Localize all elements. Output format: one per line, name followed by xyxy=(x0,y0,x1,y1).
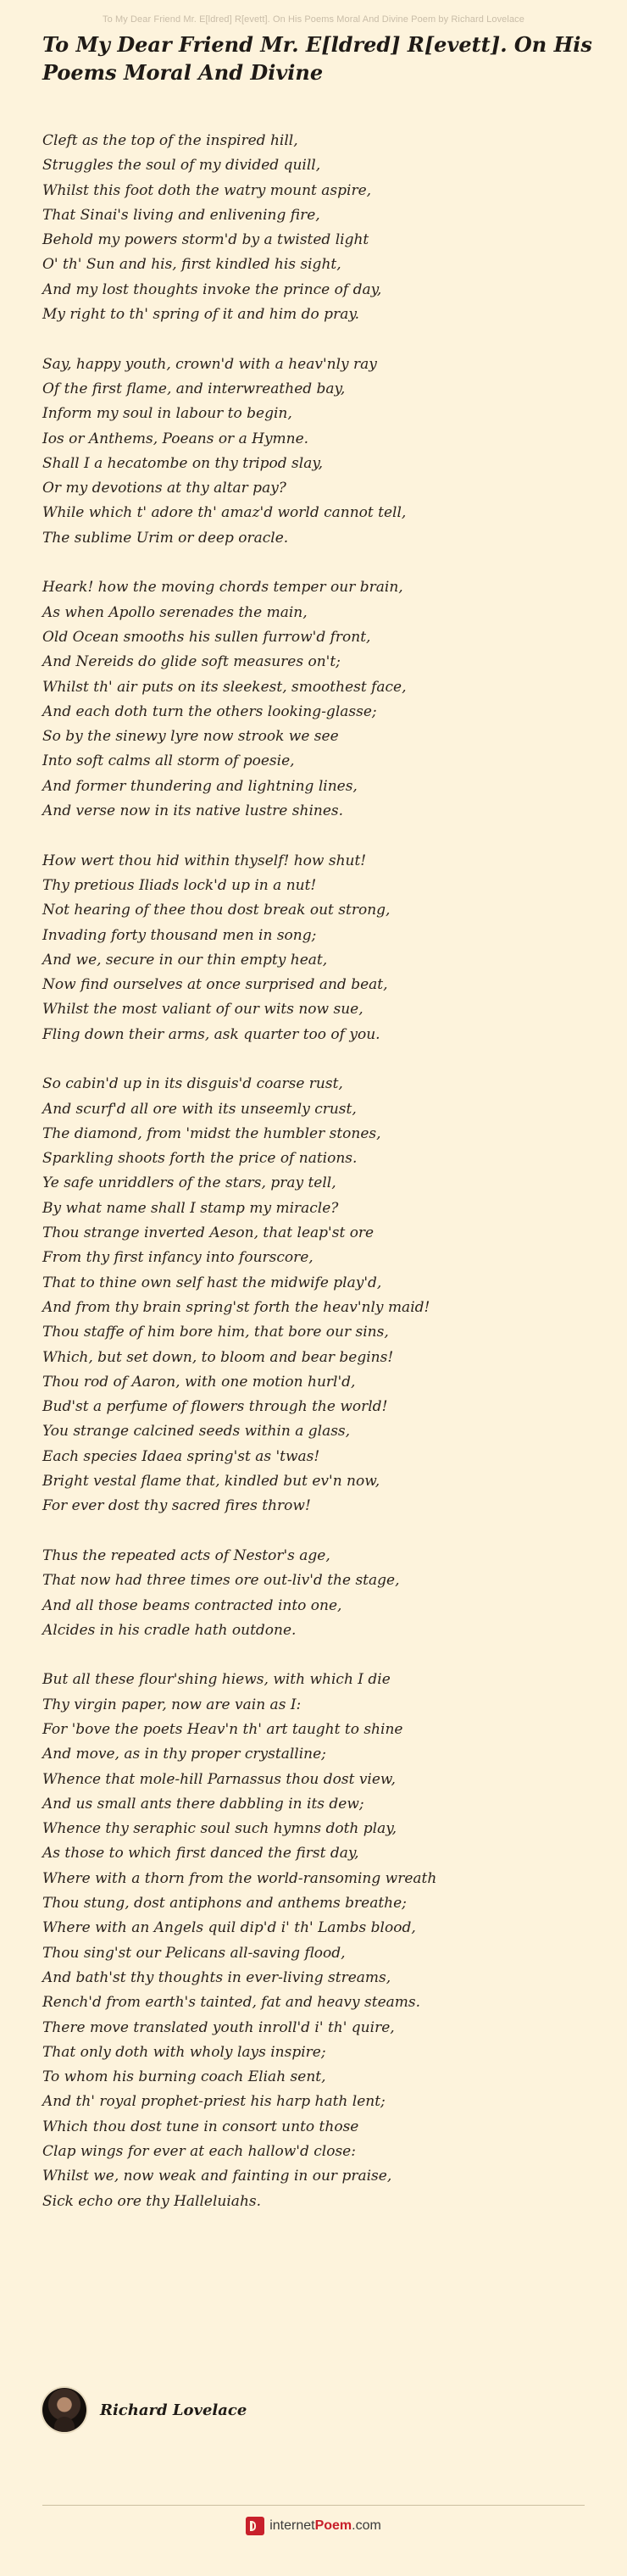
poem-line: Which thou dost tune in consort unto those xyxy=(42,2118,359,2135)
poem-line: And former thundering and lightning lines, xyxy=(42,777,358,795)
poem-stanza xyxy=(42,575,602,824)
poem-line: The sublime Urim or deep oracle. xyxy=(42,529,289,547)
poem-line: And from thy brain spring'st forth the heav'nly maid! xyxy=(42,1298,430,1316)
poem-stanza xyxy=(42,1544,602,1643)
poem-line: Whilst th' air puts on its sleekest, smoothest face, xyxy=(42,678,407,696)
poem-line: By what name shall I stamp my miracle? xyxy=(42,1199,339,1217)
poem-line: Which, but set down, to bloom and bear begins! xyxy=(42,1348,394,1366)
poem-line: But all these flour'shing hiews, with which I die xyxy=(42,1671,391,1689)
poem-line: Where with an Angels quil dip'd i' th' Lambs blood, xyxy=(42,1919,416,1937)
poem-line: Invading forty thousand men in song; xyxy=(42,926,317,944)
poem-line: Say, happy youth, crown'd with a heav'nly ray xyxy=(42,355,377,373)
author-avatar[interactable] xyxy=(42,2388,86,2432)
poem-line: There move translated youth inroll'd i' th' quire, xyxy=(42,2018,395,2036)
poem-line: And move, as in thy proper crystalline; xyxy=(42,1746,326,1763)
poem-line: And us small ants there dabbling in its dew; xyxy=(42,1795,364,1813)
poem-line: Into soft calms all storm of poesie, xyxy=(42,752,295,770)
poem-line: From thy first infancy into fourscore, xyxy=(42,1249,314,1267)
poem-line: Sick echo ore thy Halleluiahs. xyxy=(42,2192,262,2210)
poem-stanza xyxy=(42,1072,602,1518)
poem-line: And bath'st thy thoughts in ever-living streams, xyxy=(42,1968,391,1986)
poem-line: Not hearing of thee thou dost break out strong, xyxy=(42,902,391,919)
poem-line: That Sinai's living and enlivening fire, xyxy=(42,206,320,224)
brand-suffix: .com xyxy=(352,2518,381,2533)
poem-line: And th' royal prophet-priest his harp hath lent; xyxy=(42,2093,386,2111)
poem-line: Each species Idaea spring'st as 'twas! xyxy=(42,1447,320,1465)
poem-line: Now find ourselves at once surprised and beat, xyxy=(42,976,388,994)
poem-line: Thou stung, dost antiphons and anthems breathe; xyxy=(42,1895,407,1913)
poem-line: Struggles the soul of my divided quill, xyxy=(42,157,321,175)
poem-line: As those to which first danced the first day, xyxy=(42,1845,359,1863)
footer-divider xyxy=(42,2505,585,2506)
poem-line: To whom his burning coach Eliah sent, xyxy=(42,2068,326,2086)
poem-line: Or my devotions at thy altar pay? xyxy=(42,480,286,497)
brand-prefix: internet xyxy=(269,2518,315,2533)
poem-line: Ye safe unriddlers of the stars, pray tell, xyxy=(42,1174,336,1192)
poem-line: Whilst we, now weak and fainting in our praise, xyxy=(42,2168,392,2185)
poem-line: Whence thy seraphic soul such hymns doth play, xyxy=(42,1820,397,1838)
poem-line: That only doth with wholy lays inspire; xyxy=(42,2043,326,2061)
poem-line: So cabin'd up in its disguis'd coarse rust, xyxy=(42,1075,343,1093)
poem-line: Heark! how the moving chords temper our brain, xyxy=(42,579,403,597)
poem-line: Whilst this foot doth the watry mount aspire, xyxy=(42,181,372,199)
poem-line: And my lost thoughts invoke the prince of day, xyxy=(42,280,382,298)
poem-line: Whence that mole-hill Parnassus thou dost view, xyxy=(42,1770,396,1788)
poem-line: Inform my soul in labour to begin, xyxy=(42,405,292,423)
author-block[interactable] xyxy=(42,2386,247,2434)
poem-line: For ever dost thy sacred fires throw! xyxy=(42,1497,311,1515)
poem-line: That now had three times ore out-liv'd the stage, xyxy=(42,1572,400,1590)
poem-line: And Nereids do glide soft measures on't; xyxy=(42,653,341,671)
poem-line: And we, secure in our thin empty heat, xyxy=(42,951,328,969)
poem-line: Bud'st a perfume of flowers through the world! xyxy=(42,1398,388,1416)
poem-line: Old Ocean smooths his sullen furrow'd front, xyxy=(42,628,371,646)
brand-logo[interactable] xyxy=(246,2517,381,2535)
internetpoem-logo-icon xyxy=(246,2517,264,2535)
poem-line: Thy pretious Iliads lock'd up in a nut! xyxy=(42,876,317,894)
author-name[interactable]: Richard Lovelace xyxy=(100,2401,247,2419)
poem-line: And scurf'd all ore with its unseemly crust, xyxy=(42,1100,357,1118)
poem-line: Alcides in his cradle hath outdone. xyxy=(42,1621,297,1639)
poem-title: To My Dear Friend Mr. E[ldred] R[evett]. On His Poems Moral And Divine xyxy=(42,32,592,85)
poem-stanza xyxy=(42,849,602,1047)
poem-body xyxy=(42,129,602,2239)
poem-line: Thus the repeated acts of Nestor's age, xyxy=(42,1546,330,1564)
poem-line: So by the sinewy lyre now strook we see xyxy=(42,728,339,746)
poem-line: Rench'd from earth's tainted, fat and heavy steams. xyxy=(42,1994,421,2012)
poem-stanza xyxy=(42,1668,602,2214)
poem-line: And verse now in its native lustre shines. xyxy=(42,802,344,820)
poem-stanza xyxy=(42,129,602,327)
poem-line: Thou staffe of him bore him, that bore our sins, xyxy=(42,1324,389,1341)
poem-line: Cleft as the top of the inspired hill, xyxy=(42,132,298,149)
poem-line: That to thine own self hast the midwife play'd, xyxy=(42,1274,382,1291)
poem-stanza xyxy=(42,353,602,551)
poem-line: Whilst the most valiant of our wits now sue, xyxy=(42,1001,363,1019)
poem-line: Thou strange inverted Aeson, that leap'st ore xyxy=(42,1224,375,1242)
poem-line: And each doth turn the others looking-glasse; xyxy=(42,702,377,720)
poem-line: Clap wings for ever at each hallow'd close: xyxy=(42,2143,356,2161)
poem-line: Where with a thorn from the world-ransoming wreath xyxy=(42,1869,437,1887)
poem-line: Ios or Anthems, Poeans or a Hymne. xyxy=(42,430,309,447)
poem-line: For 'bove the poets Heav'n th' art taught to shine xyxy=(42,1721,403,1738)
poem-line: Thou rod of Aaron, with one motion hurl'd, xyxy=(42,1373,356,1391)
poem-line: The diamond, from 'midst the humbler stones, xyxy=(42,1124,381,1142)
brand-wordmark xyxy=(269,2518,381,2534)
site-brand[interactable] xyxy=(0,2517,627,2535)
poem-line: Fling down their arms, ask quarter too of you. xyxy=(42,1025,380,1043)
poem-line: Thou sing'st our Pelicans all-saving flood, xyxy=(42,1944,346,1962)
poem-line: And all those beams contracted into one, xyxy=(42,1596,342,1614)
poem-line: You strange calcined seeds within a glass, xyxy=(42,1423,351,1441)
poem-line: As when Apollo serenades the main, xyxy=(42,603,308,621)
poem-line: Sparkling shoots forth the price of nations. xyxy=(42,1150,358,1168)
poem-line: Bright vestal flame that, kindled but ev'n now, xyxy=(42,1473,380,1491)
poem-line: My right to th' spring of it and him do pray. xyxy=(42,306,360,324)
poem-line: How wert thou hid within thyself! how shut! xyxy=(42,852,367,869)
poem-line: O' th' Sun and his, first kindled his sight, xyxy=(42,256,341,274)
poem-line: Behold my powers storm'd by a twisted light xyxy=(42,231,369,249)
poem-line: While which t' adore th' amaz'd world cannot tell, xyxy=(42,504,407,522)
poem-line: Of the first flame, and interwreathed bay, xyxy=(42,380,346,397)
poem-line: Shall I a hecatombe on thy tripod slay, xyxy=(42,454,324,472)
poem-line: Thy virgin paper, now are vain as I: xyxy=(42,1696,302,1713)
brand-accent: Poem xyxy=(314,2518,352,2533)
watermark-caption: To My Dear Friend Mr. E[ldred] R[evett]. On His Poems Moral And Divine Poem by Richard Lovelace xyxy=(103,14,524,25)
